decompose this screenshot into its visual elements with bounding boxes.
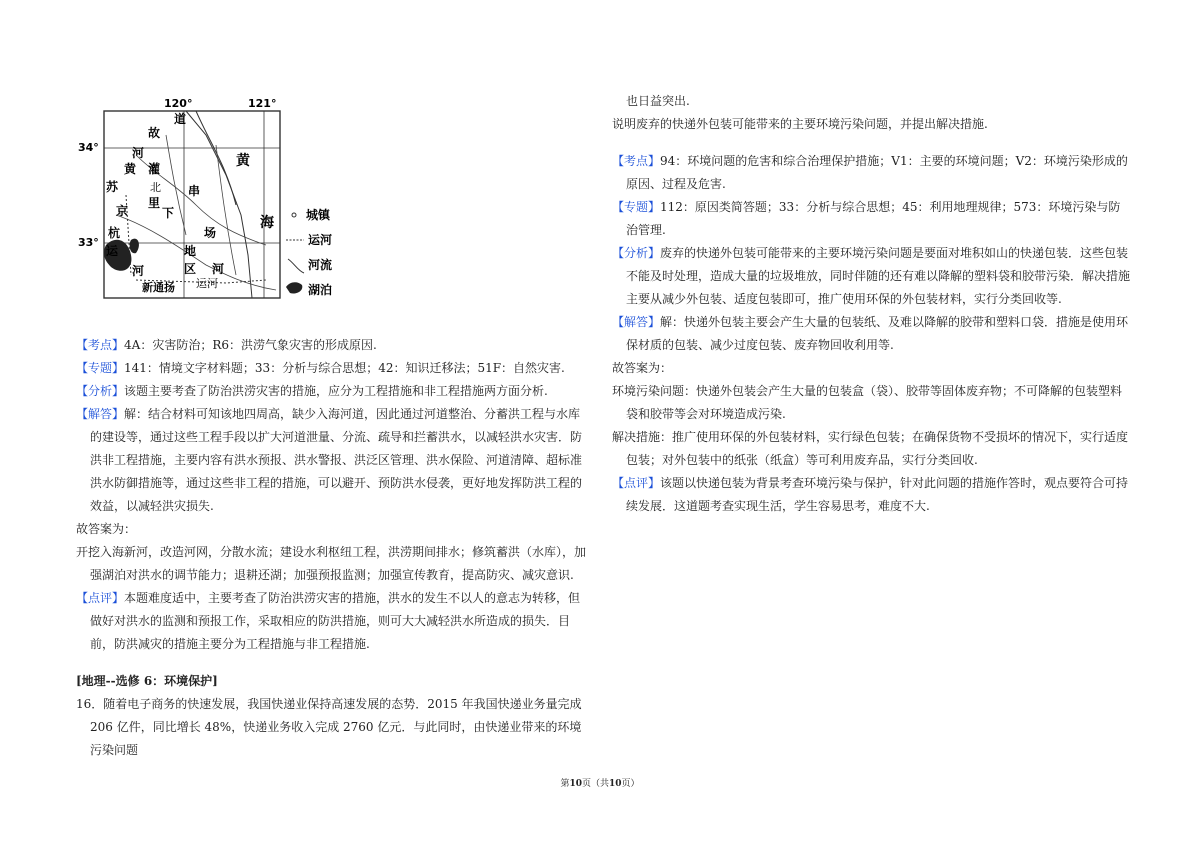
place-yunhe: 运河 xyxy=(196,277,218,290)
right-column xyxy=(612,90,1132,518)
right-zhuanti: 【专题】112：原因类简答题；33：分析与综合思想；45：利用地理规律；573：环境污染与防治管理. xyxy=(612,200,1121,237)
question-16: 16．随着电子商务的快速发展，我国快递业保持高速发展的态势．2015 年我国快递业务量完成 206 亿件，同比增长 48%，快递业务收入完成 2760 亿元．与此同时，由快递业带来的环境污染问题 xyxy=(76,697,582,757)
lon-label-121: 121° xyxy=(248,97,277,110)
left-answer-label: 故答案为： xyxy=(76,522,137,536)
left-kaodian: 【考点】4A：灾害防治；R6：洪涝气象灾害的形成原因. xyxy=(76,338,377,352)
right-dianping: 【点评】该题以快递包装为背景考查环境污染与保护，针对此问题的措施作答时，观点要符合可持续发展．这道题考查实现生活，学生容易思考，难度不大. xyxy=(612,476,1129,513)
place-hang: 杭 xyxy=(108,226,121,240)
place-hai: 海 xyxy=(260,215,274,231)
place-he1: 河 xyxy=(132,146,145,160)
map-legend xyxy=(286,207,332,297)
town-symbol xyxy=(292,213,296,217)
left-dianping: 【点评】本题难度适中，主要考查了防治洪涝灾害的措施，洪水的发生不以人的意志为转移，但做好对洪水的监测和预报工作，采取相应的防洪措施，则可大大减轻洪水所造成的损失．目前，防洪减灾的措施主要分为工程措施与非工程措施. xyxy=(76,591,581,651)
lat-label-34: 34° xyxy=(78,141,99,154)
flood-region-map xyxy=(76,95,376,305)
legend-town: 城镇 xyxy=(306,208,331,222)
right-jieda: 【解答】解：快递外包装主要会产生大量的包装纸、及难以降解的胶带和塑料口袋．措施是使用环保材质的包装、减少过度包装、废弃物回收利用等. xyxy=(612,315,1129,352)
page-number: 10 xyxy=(569,779,582,789)
question-16-ask: 说明废弃的快递外包装可能带来的主要环境污染问题，并提出解决措施. xyxy=(612,117,988,131)
river-symbol xyxy=(288,259,304,273)
legend-lake: 湖泊 xyxy=(308,283,333,297)
solution-measures: 解决措施：推广使用环保的外包装材料，实行绿色包装；在确保货物不受损坏的情况下，实行适度包装；对外包装中的纸张（纸盒）等可利用废弃品，实行分类回收. xyxy=(612,430,1129,467)
place-he2: 河 xyxy=(132,264,145,278)
lon-label-120: 120° xyxy=(164,97,193,110)
right-kaodian: 【考点】94：环境问题的危害和综合治理保护措施；V1：主要的环境问题；V2：环境污染形成的原因、过程及危害. xyxy=(612,154,1128,191)
left-jieda: 【解答】解：结合材料可知该地四周高，缺少入海河道，因此通过河道整治、分蓄洪工程与水库的建设等，通过这些工程手段以扩大河道泄量、分流、疏导和拦蓄洪水，以减轻洪水灾害．防洪非工程措施，主要内容有洪水预报、洪水警报、洪泛区管理、洪水保险、河道清障、超标准洪水防御措施等，通过这些非工程的措施，可以避开、预防洪水侵袭，更好地发挥防洪工程的效益，以减轻洪灾损失. xyxy=(76,407,583,513)
question-16-continued: 也日益突出. xyxy=(626,94,690,108)
place-bei: 北 xyxy=(150,181,161,194)
right-fenxi: 【分析】废弃的快递外包装可能带来的主要环境污染问题是要面对堆积如山的快递包装．这些包装不能及时处理，造成大量的垃圾堆放，同时伴随的还有难以降解的塑料袋和胶带污染．解决措施主要从减少外包装、适度包装即可，推广使用环保的外包装材料，实行分类回收等. xyxy=(612,246,1131,306)
page-footer: 第10页（共10页） xyxy=(560,779,640,789)
place-xintongyang: 新通扬 xyxy=(142,281,175,294)
place-huang1: 黄 xyxy=(124,162,137,176)
place-huang2: 黄 xyxy=(236,153,250,169)
place-di: 地 xyxy=(184,244,197,258)
place-dao: 道 xyxy=(174,112,187,126)
place-qu: 区 xyxy=(184,262,197,276)
place-guan: 灌 xyxy=(148,162,161,176)
left-fenxi: 【分析】该题主要考查了防治洪涝灾害的措施，应分为工程措施和非工程措施两方面分析. xyxy=(76,384,548,398)
legend-canal: 运河 xyxy=(308,233,333,247)
section-title: [地理--选修 6：环境保护] xyxy=(76,674,218,688)
place-chang: 场 xyxy=(204,226,217,240)
left-answer-text: 开挖入海新河，改造河网，分散水流；建设水利枢纽工程，洪涝期间排水；修筑蓄洪（水库），加强湖泊对洪水的调节能力；退耕还湖；加强预报监测；加强宣传教育，提高防灾、减灾意识. xyxy=(76,545,587,582)
legend-river: 河流 xyxy=(308,258,333,272)
place-su: 苏 xyxy=(106,180,119,194)
lat-label-33: 33° xyxy=(78,236,99,249)
place-jing: 京 xyxy=(116,204,129,218)
place-yun: 运 xyxy=(106,244,119,258)
left-column xyxy=(76,334,590,762)
place-he3: 河 xyxy=(212,262,225,276)
pollution-problem: 环境污染问题：快递外包装会产生大量的包装盒（袋）、胶带等固体废弃物；不可降解的包装塑料袋和胶带等会对环境造成污染. xyxy=(612,384,1123,421)
page-total: 10 xyxy=(609,779,622,789)
place-li: 里 xyxy=(148,196,161,210)
place-xia: 下 xyxy=(162,206,175,220)
place-gu: 故 xyxy=(148,126,161,140)
right-answer-label: 故答案为： xyxy=(612,361,673,375)
place-chuan: 串 xyxy=(188,184,201,198)
lake-symbol xyxy=(286,282,302,293)
left-zhuanti: 【专题】141：情境文字材料题；33：分析与综合思想；42：知识迁移法；51F：自然灾害. xyxy=(76,361,565,375)
